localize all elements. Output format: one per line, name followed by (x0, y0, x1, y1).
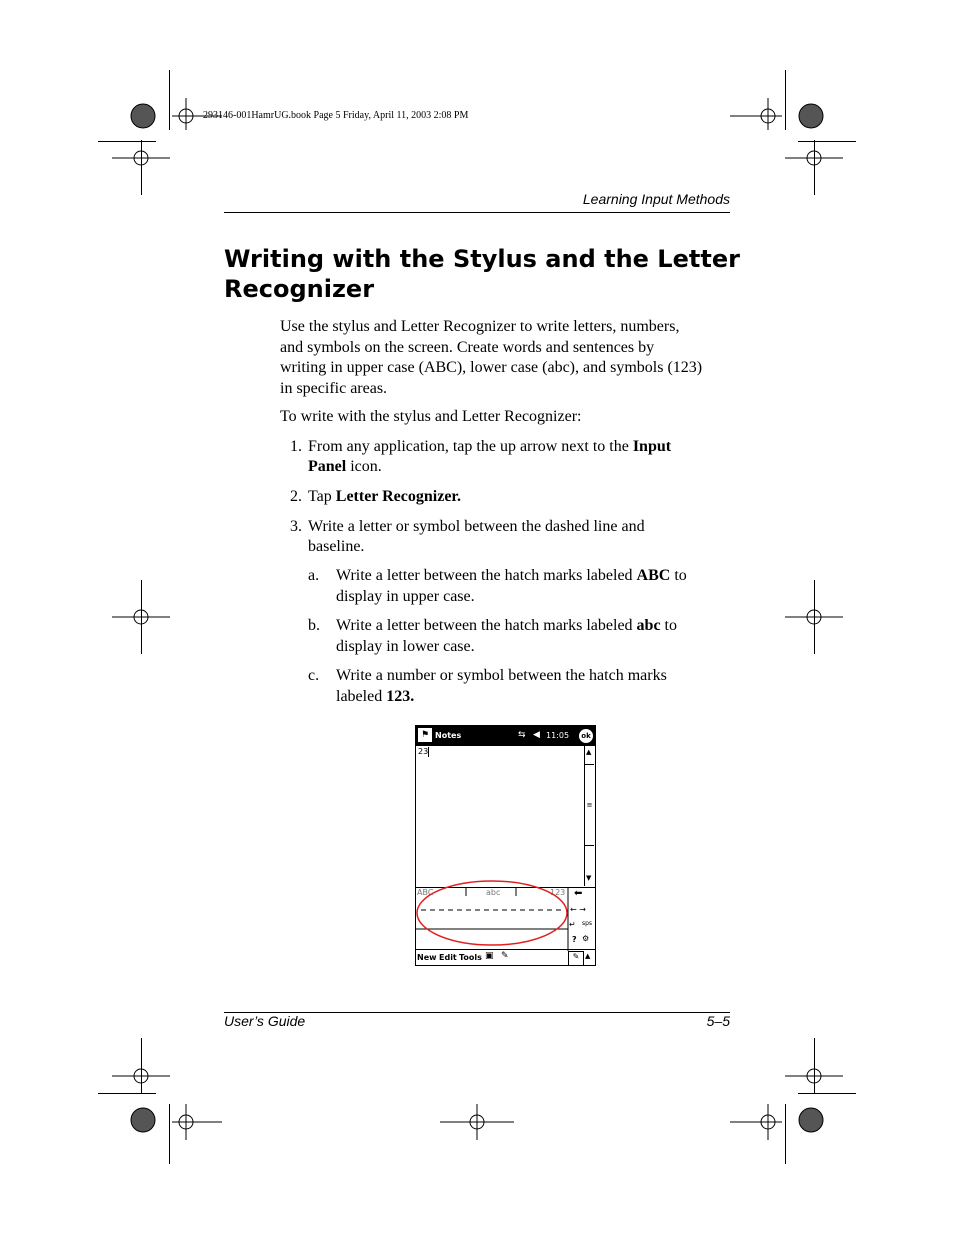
windows-flag-icon: ⚑ (418, 728, 432, 742)
pda-clock: 11:05 (546, 731, 570, 740)
footer-title: User’s Guide (224, 1013, 306, 1029)
halftone-dial-icon (799, 104, 823, 128)
pda-app-title: Notes (435, 731, 462, 740)
scroll-thumb[interactable]: ≡ (585, 764, 594, 846)
registration-target-icon (112, 610, 170, 624)
enter-icon[interactable]: ↵ (569, 920, 576, 929)
text-cursor (428, 747, 429, 757)
registration-target-icon (730, 1104, 782, 1140)
backspace-icon[interactable]: ⬅ (574, 888, 583, 899)
pen-icon[interactable]: ✎ (501, 951, 509, 961)
pda-menu-bar (416, 949, 595, 966)
registration-target-icon (172, 1104, 222, 1140)
halftone-dial-icon (131, 1108, 155, 1132)
registration-target-icon (112, 151, 170, 165)
lead-in-paragraph: To write with the stylus and Letter Recognizer: (280, 408, 582, 425)
registration-target-icon (785, 610, 843, 624)
input-panel-arrow-icon[interactable]: ▲ (585, 952, 591, 960)
scroll-up-icon[interactable]: ▲ (586, 748, 592, 756)
settings-icon[interactable]: ⚙ (582, 934, 590, 943)
zone-label-lower: abc (486, 888, 501, 897)
pda-title-bar (416, 726, 595, 746)
page-number: 5–5 (706, 1013, 730, 1029)
speaker-icon: ◀ (533, 730, 540, 740)
pda-scrollbar[interactable] (584, 746, 594, 886)
menu-new[interactable]: New (417, 953, 437, 962)
registration-target-icon (440, 1104, 514, 1140)
scroll-down-icon[interactable]: ▼ (586, 874, 592, 882)
page-title-line: Recognizer (224, 275, 375, 303)
pda-typed-text: 23 (418, 747, 429, 756)
registration-target-icon (730, 98, 782, 130)
connectivity-icon: ⇆ (518, 730, 526, 740)
print-slug: 293146-001HamrUG.book Page 5 Friday, April 11, 2003 2:08 PM (203, 110, 469, 121)
keyboard-icon[interactable]: ▣ (485, 951, 494, 961)
running-head: Learning Input Methods (582, 191, 730, 207)
arrow-left-right-icon[interactable]: ← → (570, 905, 586, 914)
halftone-dial-icon (799, 1108, 823, 1132)
registration-target-icon (785, 151, 843, 165)
zone-label-numbers: 123 (550, 888, 566, 897)
menu-edit[interactable]: Edit (439, 953, 457, 962)
help-key[interactable]: ? (572, 935, 577, 944)
page-title (224, 244, 744, 304)
menu-tools[interactable]: Tools (459, 953, 482, 962)
registration-target-icon (785, 1069, 843, 1083)
halftone-dial-icon (131, 104, 155, 128)
header-rule (224, 212, 730, 213)
highlight-ellipse (414, 878, 570, 948)
input-panel-icon[interactable]: ✎ (568, 951, 584, 966)
registration-target-icon (112, 1069, 170, 1083)
ok-button[interactable]: ok (579, 729, 593, 743)
intro-paragraph: Use the stylus and Letter Recognizer to write letters, numbers, and symbols on the screen. Create words and sentences by writing in upper case (ABC), lower case (abc), and symbols (123) in specific areas. (280, 318, 703, 397)
zone-label-upper: ABC (417, 888, 434, 897)
space-key[interactable]: sps (582, 920, 593, 927)
page-title-line: Writing with the Stylus and the Letter (224, 245, 740, 273)
